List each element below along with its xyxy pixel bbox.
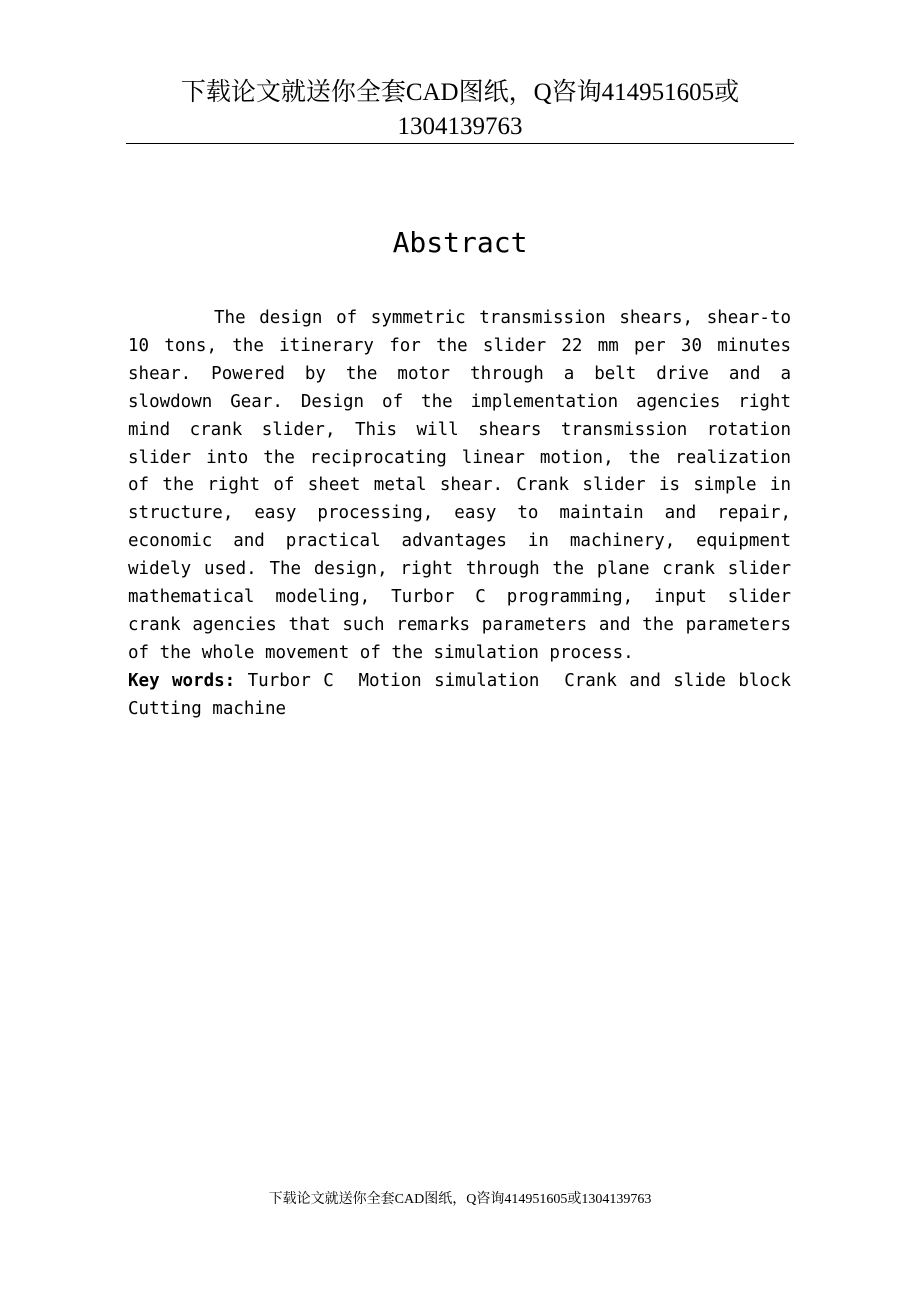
page-header: 下载论文就送你全套CAD图纸，Q咨询414951605或1304139763 — [180, 79, 740, 140]
abstract-paragraph: The design of symmetric transmission shears, shear-to 10 tons, the itinerary for the slider 22 mm per 30 minutes shear. Powered by the motor through a belt drive and a slowdown Gear. Design of the implementation agencies right mind crank slider, This will shears transmission rotation slider into the reciprocating linear motion, the realization of the right of sheet metal shear. Crank slider is simple in structure, easy processing, easy to maintain and repair, economic and practical advantages in machinery, equipment widely used. The design, right through the plane crank slider mathematical modeling, Turbor C programming, input slider crank agencies that such remarks parameters and the parameters of the whole movement of the simulation process. — [128, 308, 791, 663]
header-divider — [126, 143, 794, 144]
abstract-body — [128, 305, 802, 724]
keywords-line — [128, 668, 802, 724]
keywords-text: Turbor C Motion simulation Crank and slide block Cutting machine — [128, 670, 802, 719]
page-title: Abstract — [392, 226, 528, 259]
page-footer: 下载论文就送你全套CAD图纸，Q咨询414951605或1304139763 — [268, 1192, 652, 1207]
keywords-label: Key words: — [128, 670, 236, 691]
